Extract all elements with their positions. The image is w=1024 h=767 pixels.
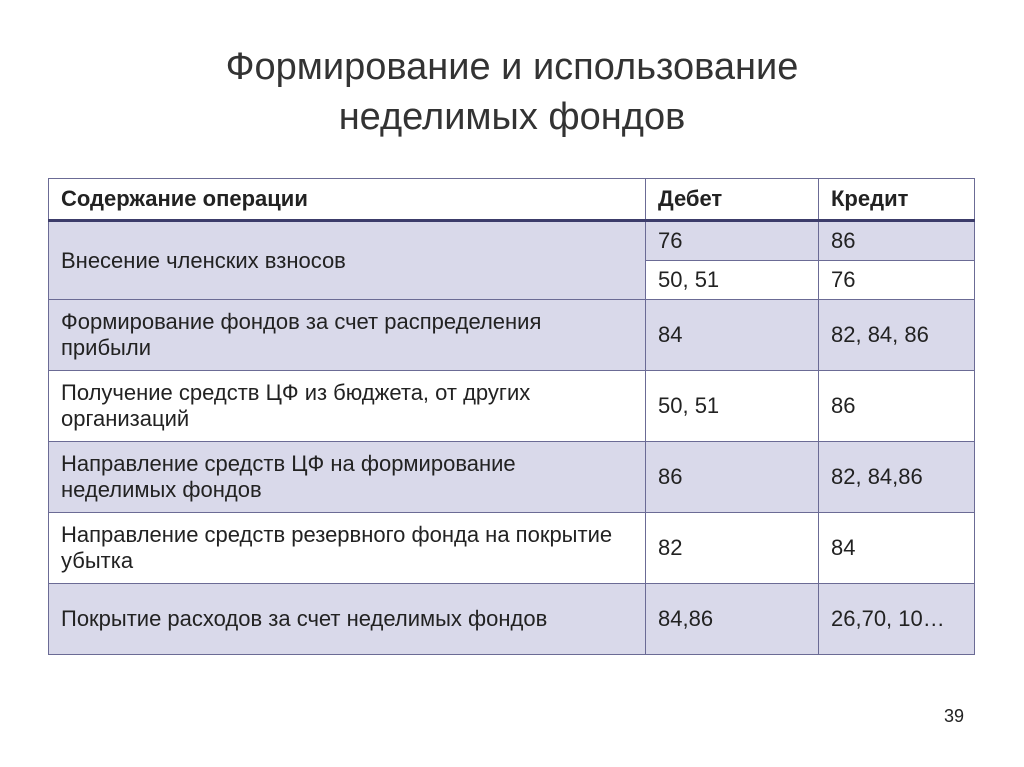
- table-row: [49, 221, 975, 261]
- debit-cell: 82: [646, 513, 819, 584]
- slide-title: [0, 42, 1024, 142]
- header-operation: Содержание операции: [49, 179, 646, 221]
- debit-cell: 84: [646, 300, 819, 371]
- table-row: [49, 442, 975, 513]
- debit-cell: 50, 51: [646, 371, 819, 442]
- operation-cell: Направление средств ЦФ на формирование неделимых фондов: [49, 442, 646, 513]
- header-credit: Кредит: [819, 179, 975, 221]
- debit-cell: 50, 51: [646, 261, 819, 300]
- debit-cell: 86: [646, 442, 819, 513]
- credit-cell: 26,70, 10…: [819, 584, 975, 655]
- credit-cell: 86: [819, 221, 975, 261]
- operation-cell: Внесение членских взносов: [49, 221, 646, 300]
- credit-cell: 76: [819, 261, 975, 300]
- operation-cell: Покрытие расходов за счет неделимых фондов: [49, 584, 646, 655]
- operation-cell: Формирование фондов за счет распределения прибыли: [49, 300, 646, 371]
- header-debit: Дебет: [646, 179, 819, 221]
- credit-cell: 84: [819, 513, 975, 584]
- slide-title-line-2: неделимых фондов: [338, 96, 686, 138]
- operations-table: [48, 178, 975, 655]
- credit-cell: 82, 84, 86: [819, 300, 975, 371]
- debit-cell: 84,86: [646, 584, 819, 655]
- credit-cell: 86: [819, 371, 975, 442]
- table-row: [49, 300, 975, 371]
- table-row: [49, 584, 975, 655]
- credit-cell: 82, 84,86: [819, 442, 975, 513]
- table-header-row: [49, 179, 975, 221]
- operation-cell: Получение средств ЦФ из бюджета, от других организаций: [49, 371, 646, 442]
- table-row: [49, 513, 975, 584]
- slide-title-line-1: Формирование и использование: [225, 46, 799, 88]
- table-row: [49, 371, 975, 442]
- page-number: 39: [943, 706, 964, 726]
- debit-cell: 76: [646, 221, 819, 261]
- operation-cell: Направление средств резервного фонда на покрытие убытка: [49, 513, 646, 584]
